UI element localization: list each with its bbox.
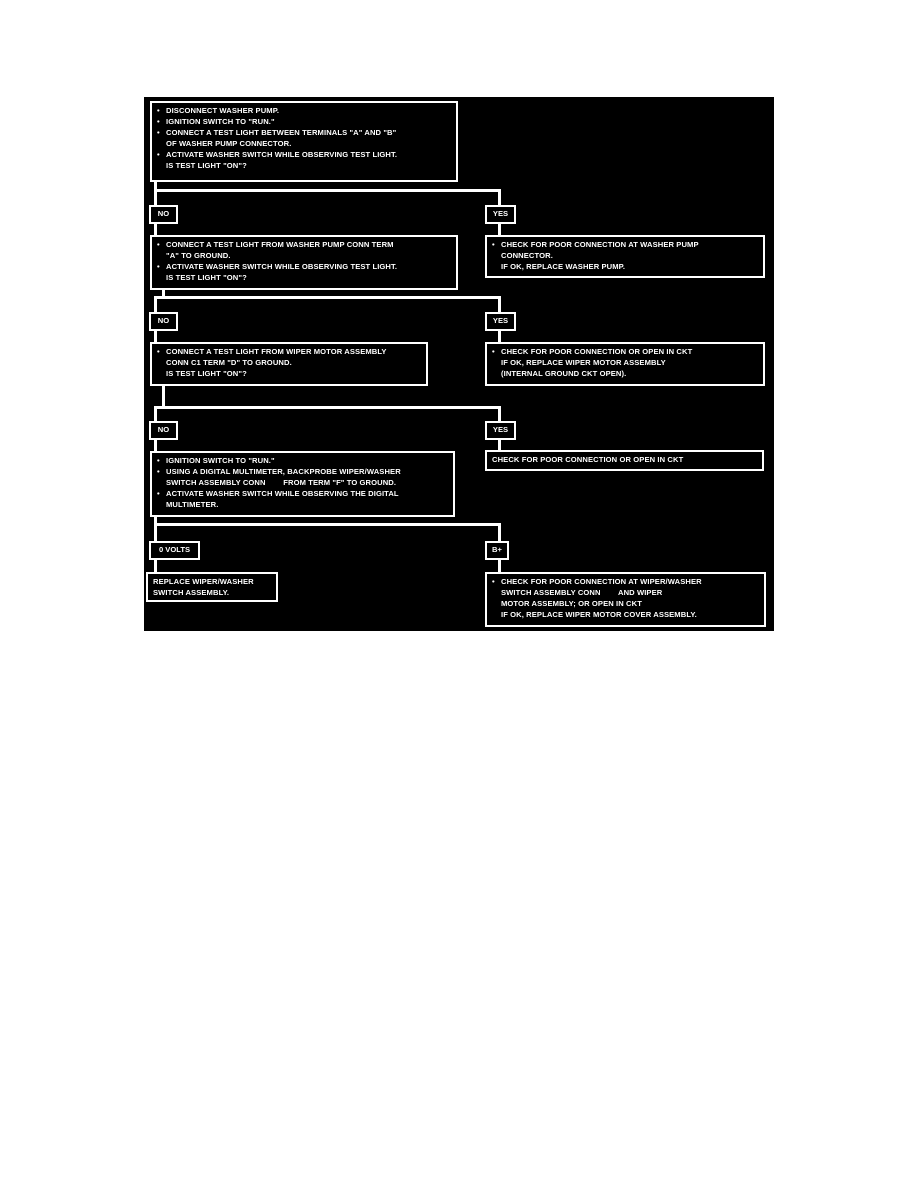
step-1-line: • ACTIVATE WASHER SWITCH WHILE OBSERVING TEST LIGHT. [157, 149, 451, 160]
step-2-line: "A" TO GROUND. [166, 251, 231, 260]
b-plus-result-line: SWITCH ASSEMBLY CONN AND WIPER [501, 588, 663, 597]
step-1-line: IS TEST LIGHT "ON"? [166, 161, 247, 170]
step-2-line: • ACTIVATE WASHER SWITCH WHILE OBSERVING TEST LIGHT. [157, 261, 451, 272]
yes-2-result-box [485, 342, 765, 386]
step-2-box [150, 235, 458, 290]
connector-line [154, 558, 157, 573]
connector-line [154, 523, 157, 541]
connector-line [498, 406, 501, 421]
yes-3-result-line: CHECK FOR POOR CONNECTION OR OPEN IN CKT [492, 455, 684, 464]
connector-line [154, 223, 157, 235]
yes-2-result-line: IF OK, REPLACE WIPER MOTOR ASSEMBLY [501, 358, 666, 367]
b-plus-result-line: MOTOR ASSEMBLY; OR OPEN IN CKT [501, 599, 642, 608]
connector-line [162, 385, 165, 407]
connector-line [154, 406, 501, 409]
connector-line [498, 296, 501, 313]
connector-line [154, 189, 501, 192]
zero-volts-label: 0 VOLTS [149, 541, 200, 560]
step-1-line: OF WASHER PUMP CONNECTOR. [166, 139, 292, 148]
zero-volts-result-box [146, 572, 278, 602]
yes-2-result-line: (INTERNAL GROUND CKT OPEN). [501, 369, 627, 378]
step-4-line: SWITCH ASSEMBLY CONN FROM TERM "F" TO GROUND. [166, 478, 397, 487]
flowchart [144, 97, 774, 631]
connector-line [154, 189, 157, 205]
connector-line [154, 296, 157, 313]
yes-1-result-box [485, 235, 765, 278]
no-label-2: NO [149, 312, 178, 331]
yes-label-2: YES [485, 312, 516, 331]
no-label-3: NO [149, 421, 178, 440]
step-2-line: IS TEST LIGHT "ON"? [166, 273, 247, 282]
step-3-line: IS TEST LIGHT "ON"? [166, 369, 247, 378]
no-label-1: NO [149, 205, 178, 224]
connector-line [154, 296, 501, 299]
connector-line [498, 189, 501, 205]
step-4-box [150, 451, 455, 517]
connector-line [154, 406, 157, 421]
step-1-line: • CONNECT A TEST LIGHT BETWEEN TERMINALS "A" AND "B" [157, 127, 451, 138]
yes-label-1: YES [485, 205, 516, 224]
connector-line [498, 223, 501, 235]
yes-label-3: YES [485, 421, 516, 440]
b-plus-label: B+ [485, 541, 509, 560]
b-plus-result-line: IF OK, REPLACE WIPER MOTOR COVER ASSEMBLY. [501, 610, 697, 619]
step-4-line: • ACTIVATE WASHER SWITCH WHILE OBSERVING THE DIGITAL [157, 488, 448, 499]
step-1-box [150, 101, 458, 182]
step-1-line: • IGNITION SWITCH TO "RUN." [157, 116, 451, 127]
step-3-line: • CONNECT A TEST LIGHT FROM WIPER MOTOR ASSEMBLY [157, 346, 421, 357]
step-3-box [150, 342, 428, 386]
step-4-line: • IGNITION SWITCH TO "RUN." [157, 455, 448, 466]
yes-2-result-line: • CHECK FOR POOR CONNECTION OR OPEN IN CKT [492, 346, 758, 357]
step-3-line: CONN C1 TERM "D" TO GROUND. [166, 358, 292, 367]
b-plus-result-box [485, 572, 766, 627]
step-4-line: • USING A DIGITAL MULTIMETER, BACKPROBE WIPER/WASHER [157, 466, 448, 477]
yes-1-result-line: CONNECTOR. [501, 251, 553, 260]
connector-line [154, 438, 157, 452]
yes-3-result-box [485, 450, 764, 471]
step-4-line: MULTIMETER. [166, 500, 219, 509]
yes-1-result-line: • CHECK FOR POOR CONNECTION AT WASHER PUMP [492, 239, 758, 250]
b-plus-result-line: • CHECK FOR POOR CONNECTION AT WIPER/WASHER [492, 576, 759, 587]
connector-line [498, 523, 501, 541]
step-2-line: • CONNECT A TEST LIGHT FROM WASHER PUMP CONN TERM [157, 239, 451, 250]
zero-volts-result-line: SWITCH ASSEMBLY. [153, 588, 230, 597]
yes-1-result-line: IF OK, REPLACE WASHER PUMP. [501, 262, 626, 271]
step-1-line: • DISCONNECT WASHER PUMP. [157, 105, 451, 116]
connector-line [498, 558, 501, 573]
connector-line [154, 523, 501, 526]
zero-volts-result-line: REPLACE WIPER/WASHER [153, 577, 254, 586]
